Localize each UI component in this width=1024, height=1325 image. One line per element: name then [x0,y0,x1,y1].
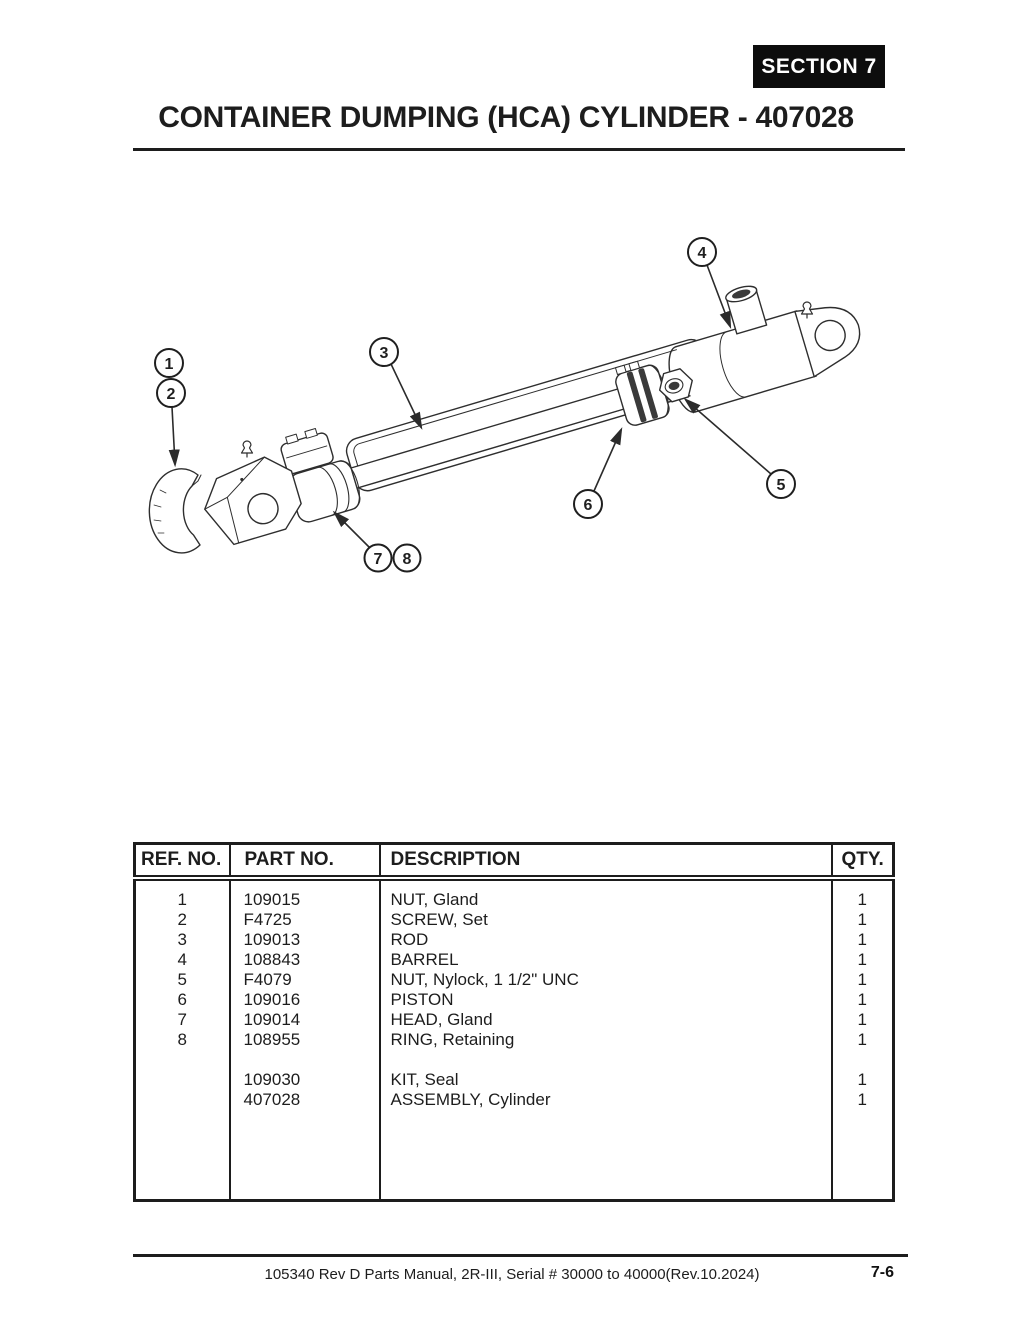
callout-4 [688,238,716,266]
footer-rule [133,1254,908,1257]
column-header-ref-no: REF. NO. [135,844,230,879]
qty-cell: 1 [832,1090,894,1110]
table-row [135,970,894,990]
part-no-cell: 109013 [230,930,380,950]
ref-no-cell [135,1090,230,1110]
footer-text: 105340 Rev D Parts Manual, 2R-III, Serial # 30000 to 40000(Rev.10.2024) [264,1266,760,1283]
page-number: 7-6 [870,1264,894,1281]
description-cell: RING, Retaining [380,1030,832,1050]
section-badge: SECTION 7 [753,45,885,88]
callout-6 [574,490,602,518]
svg-text:2: 2 [166,386,176,403]
qty-cell: 1 [832,990,894,1010]
qty-cell [832,1050,894,1070]
description-cell: ASSEMBLY, Cylinder [380,1090,832,1110]
qty-cell: 1 [832,890,894,910]
qty-cell: 1 [832,910,894,930]
part-no-cell: 109014 [230,1010,380,1030]
callout-1 [155,349,183,377]
table-row [135,1090,894,1110]
svg-text:7: 7 [373,551,383,568]
part-no-cell: 109016 [230,990,380,1010]
ref-no-cell: 2 [135,910,230,930]
table-row [135,910,894,930]
leader-arrow-2 [172,407,175,464]
description-cell: HEAD, Gland [380,1010,832,1030]
ref-no-cell: 4 [135,950,230,970]
leader-arrow-3 [391,364,421,427]
table-row [135,950,894,970]
ref-no-cell: 5 [135,970,230,990]
table-row-spacer [135,878,894,890]
page-title: CONTAINER DUMPING (HCA) CYLINDER - 407028 [158,101,854,134]
svg-text:5: 5 [776,477,786,494]
ref-no-cell: 7 [135,1010,230,1030]
description-cell: ROD [380,930,832,950]
svg-text:3: 3 [379,345,389,362]
description-cell [380,1050,832,1070]
ref-no-cell: 8 [135,1030,230,1050]
svg-text:1: 1 [164,356,174,373]
ref-no-cell [135,1070,230,1090]
qty-cell: 1 [832,1030,894,1050]
leader-arrow-7 [335,513,369,547]
ref-no-cell: 6 [135,990,230,1010]
qty-cell: 1 [832,970,894,990]
part-no-cell: 407028 [230,1090,380,1110]
qty-cell: 1 [832,950,894,970]
qty-cell: 1 [832,1010,894,1030]
callout-3 [370,338,398,366]
table-row [135,990,894,1010]
grease-zerk-icon [242,441,253,457]
part-no-cell: 109015 [230,890,380,910]
parts-table-header-row [135,844,894,879]
svg-text:6: 6 [583,497,593,514]
table-row [135,890,894,910]
column-header-part-no: PART NO. [230,844,380,879]
callout-2 [157,379,185,407]
table-row-blank [135,1050,894,1070]
table-row [135,930,894,950]
column-header-description: DESCRIPTION [380,844,832,879]
ref-no-cell [135,1050,230,1070]
parts-table [133,842,895,1202]
description-cell: NUT, Nylock, 1 1/2" UNC [380,970,832,990]
description-cell: BARREL [380,950,832,970]
column-header-qty: QTY. [832,844,894,879]
qty-cell: 1 [832,930,894,950]
part-no-cell: 108955 [230,1030,380,1050]
table-row [135,1030,894,1050]
table-row-filler [135,1110,894,1201]
split-gland-nut [149,469,201,553]
callout-5 [767,470,795,498]
part-no-cell: 109030 [230,1070,380,1090]
part-no-cell: 108843 [230,950,380,970]
qty-cell: 1 [832,1070,894,1090]
description-cell: NUT, Gland [380,890,832,910]
part-no-cell: F4725 [230,910,380,930]
callout-8 [394,545,421,572]
leader-arrow-5 [686,400,771,474]
svg-text:8: 8 [402,551,412,568]
description-cell: SCREW, Set [380,910,832,930]
part-no-cell: F4079 [230,970,380,990]
leader-arrow-6 [594,430,621,491]
ref-no-cell: 3 [135,930,230,950]
part-no-cell [230,1050,380,1070]
description-cell: KIT, Seal [380,1070,832,1090]
ref-no-cell: 1 [135,890,230,910]
description-cell: PISTON [380,990,832,1010]
table-row [135,1070,894,1090]
callout-7 [365,545,392,572]
table-row [135,1010,894,1030]
svg-text:4: 4 [697,245,707,262]
